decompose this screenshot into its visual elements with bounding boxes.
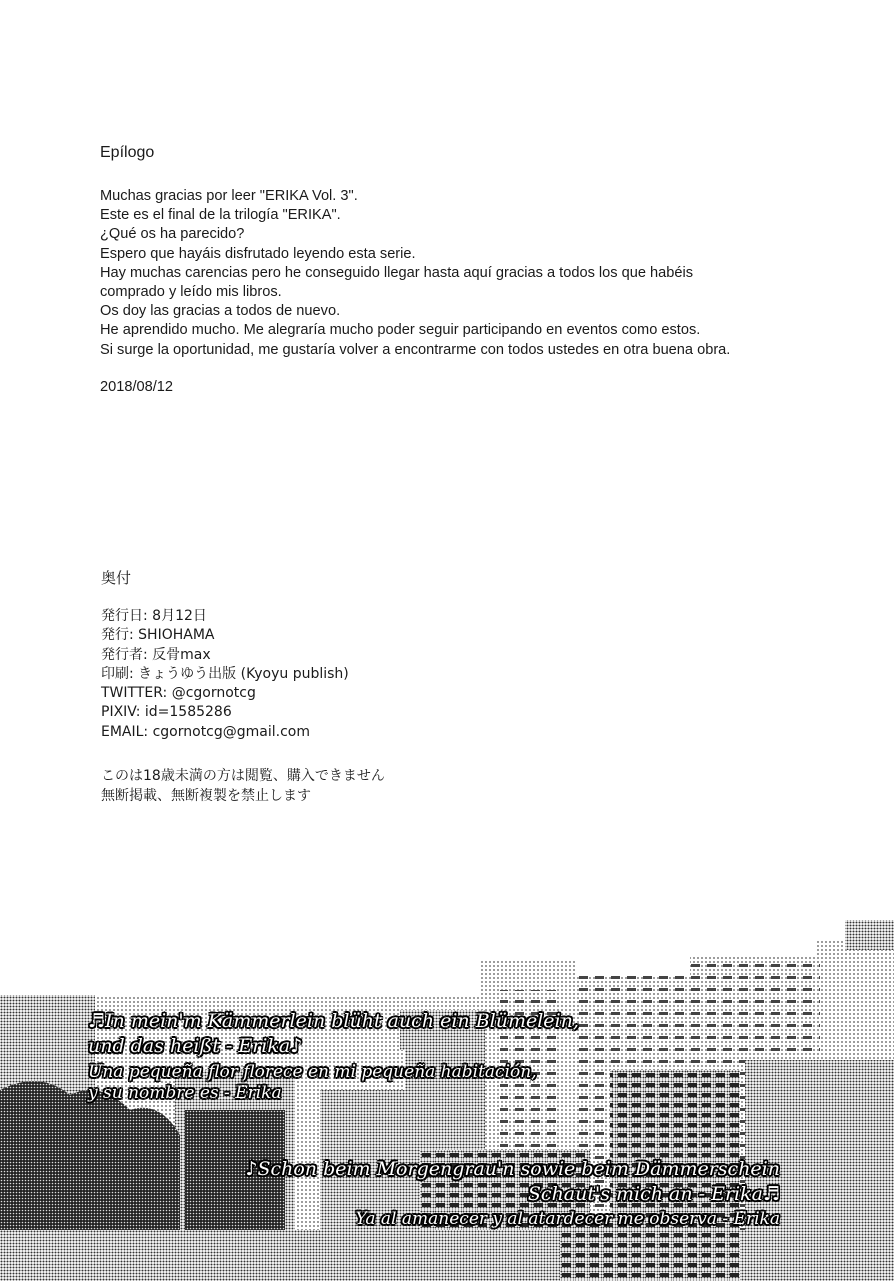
lyric-de-line-2: und das heißt - Erika♪ [88, 1035, 303, 1057]
copyright-notice: 無断掲載、無断複製を禁止します [101, 788, 311, 805]
colophon-warnings [101, 766, 601, 806]
epilogue-title: Epílogo [100, 144, 155, 161]
colophon-section [101, 567, 601, 806]
colophon-publish-date: 発行日: 8月12日 [101, 608, 207, 624]
epilogue-section [100, 144, 820, 395]
colophon-email: EMAIL: cgornotcg@gmail.com [101, 723, 311, 740]
lyric-es-line-2: y su nombre es - Erika [88, 1083, 282, 1103]
epilogue-line: Muchas gracias por leer "ERIKA Vol. 3". [100, 188, 358, 204]
epilogue-line: Este es el final de la trilogía "ERIKA". [100, 207, 341, 224]
colophon-twitter: TWITTER: @cgornotcg [101, 685, 256, 702]
epilogue-line: comprado y leído mis libros. [100, 284, 282, 301]
lyric-de-line-3: ♪Schon beim Morgengrau'n sowie beim Dämmerschein [245, 1158, 780, 1180]
lyric-es-line-1: Una pequeña flor florece en mi pequeña habitación, [88, 1062, 537, 1082]
epilogue-line: Os doy las gracias a todos de nuevo. [100, 303, 341, 320]
epilogue-line: Si surge la oportunidad, me gustaría volver a encontrarme con todos ustedes en otra buena obra. [100, 341, 731, 358]
age-restriction-notice: このは18歳未満の方は閲覧、購入できません [101, 768, 385, 785]
epilogue-line: Hay muchas carencias pero he conseguido llegar hasta aquí gracias a todos los que habéis [100, 264, 694, 281]
colophon-pixiv: PIXIV: id=1585286 [101, 704, 232, 721]
colophon-issuer: 発行者: 反骨max [101, 646, 211, 663]
epilogue-line: ¿Qué os ha parecido? [100, 226, 245, 243]
lyric-de-line-4: Schaut's mich an - Erika♬ [527, 1183, 780, 1205]
colophon-publisher: 発行: SHIOHAMA [101, 627, 215, 644]
epilogue-line: He aprendido mucho. Me alegraría mucho poder seguir participando en eventos como estos. [100, 322, 701, 339]
epilogue-line: Espero que hayáis disfrutado leyendo esta serie. [100, 245, 416, 262]
lyric-de-line-1: ♬In mein'm Kämmerlein blüht auch ein Blümelein, [88, 1010, 579, 1032]
colophon-title: 奥付 [101, 569, 132, 587]
epilogue-date: 2018/08/12 [100, 378, 174, 395]
colophon-printer: 印刷: きょうゆう出版 (Kyoyu publish) [101, 665, 349, 682]
lyric-es-line-3: Ya al amanecer y al atardecer me observa - Erika [355, 1209, 780, 1229]
